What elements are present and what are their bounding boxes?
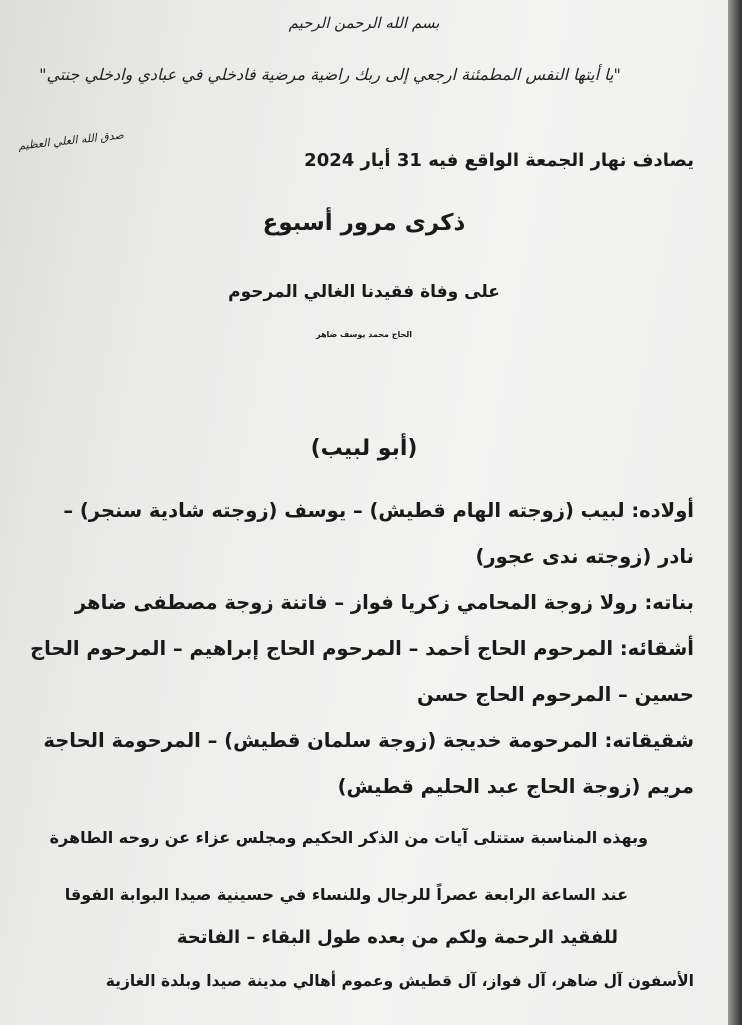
occasion-text: وبهذه المناسبة ستتلى آيات من الذكر الحكيم ومجلس عزاء عن روحه الطاهرة [49,828,648,847]
date-line: يصادف نهار الجمعة الواقع فيه 31 أيار 2024 [304,150,694,171]
mourners-text: الأسفون آل ضاهر، آل فواز، آل قطيش وعموم أهالي مدينة صيدا وبلدة الغازية [105,972,694,990]
deceased-kunya: (أبو لبيب) [310,436,418,461]
venue-text: عند الساعة الرابعة عصراً للرجال وللنساء في حسينية صيدا البوابة الفوقا [64,885,628,904]
intro-text: على وفاة فقيدنا الغالي المرحوم [228,282,500,302]
closing-text: للفقيد الرحمة ولكم من بعده طول البقاء – الفاتحة [176,927,618,948]
deceased-name: الحاج محمد يوسف ضاهر [315,330,412,339]
family-sons: أولاده: لبيب (زوجته الهام قطيش) – يوسف (زوجته شادية سنجر) – نادر (زوجته ندى عجور) [63,499,694,568]
family-daughters: بناته: رولا زوجة المحامي زكريا فواز – فاتنة زوجة مصطفى ضاهر [74,591,694,614]
quran-verse: "يا أيتها النفس المطمئنة ارجعي إلى ربك راضية مرضية فادخلي في عبادي وادخلي جنتي" [39,65,621,84]
family-sisters: شقيقاته: المرحومة خديجة (زوجة سلمان قطيش) – المرحومة الحاجة مريم (زوجة الحاج عبد الحليم قطيش) [43,729,694,798]
paper-shadow-edge [728,0,742,1025]
verse-reference: صدق الله العلي العظيم [17,128,125,153]
basmala: بسم الله الرحمن الرحيم [288,14,440,32]
memorial-heading: ذكرى مرور أسبوع [262,210,466,236]
family-brothers: أشقائه: المرحوم الحاج أحمد – المرحوم الحاج إبراهيم – المرحوم الحاج حسين – المرحوم الحاج حسن [30,637,694,706]
